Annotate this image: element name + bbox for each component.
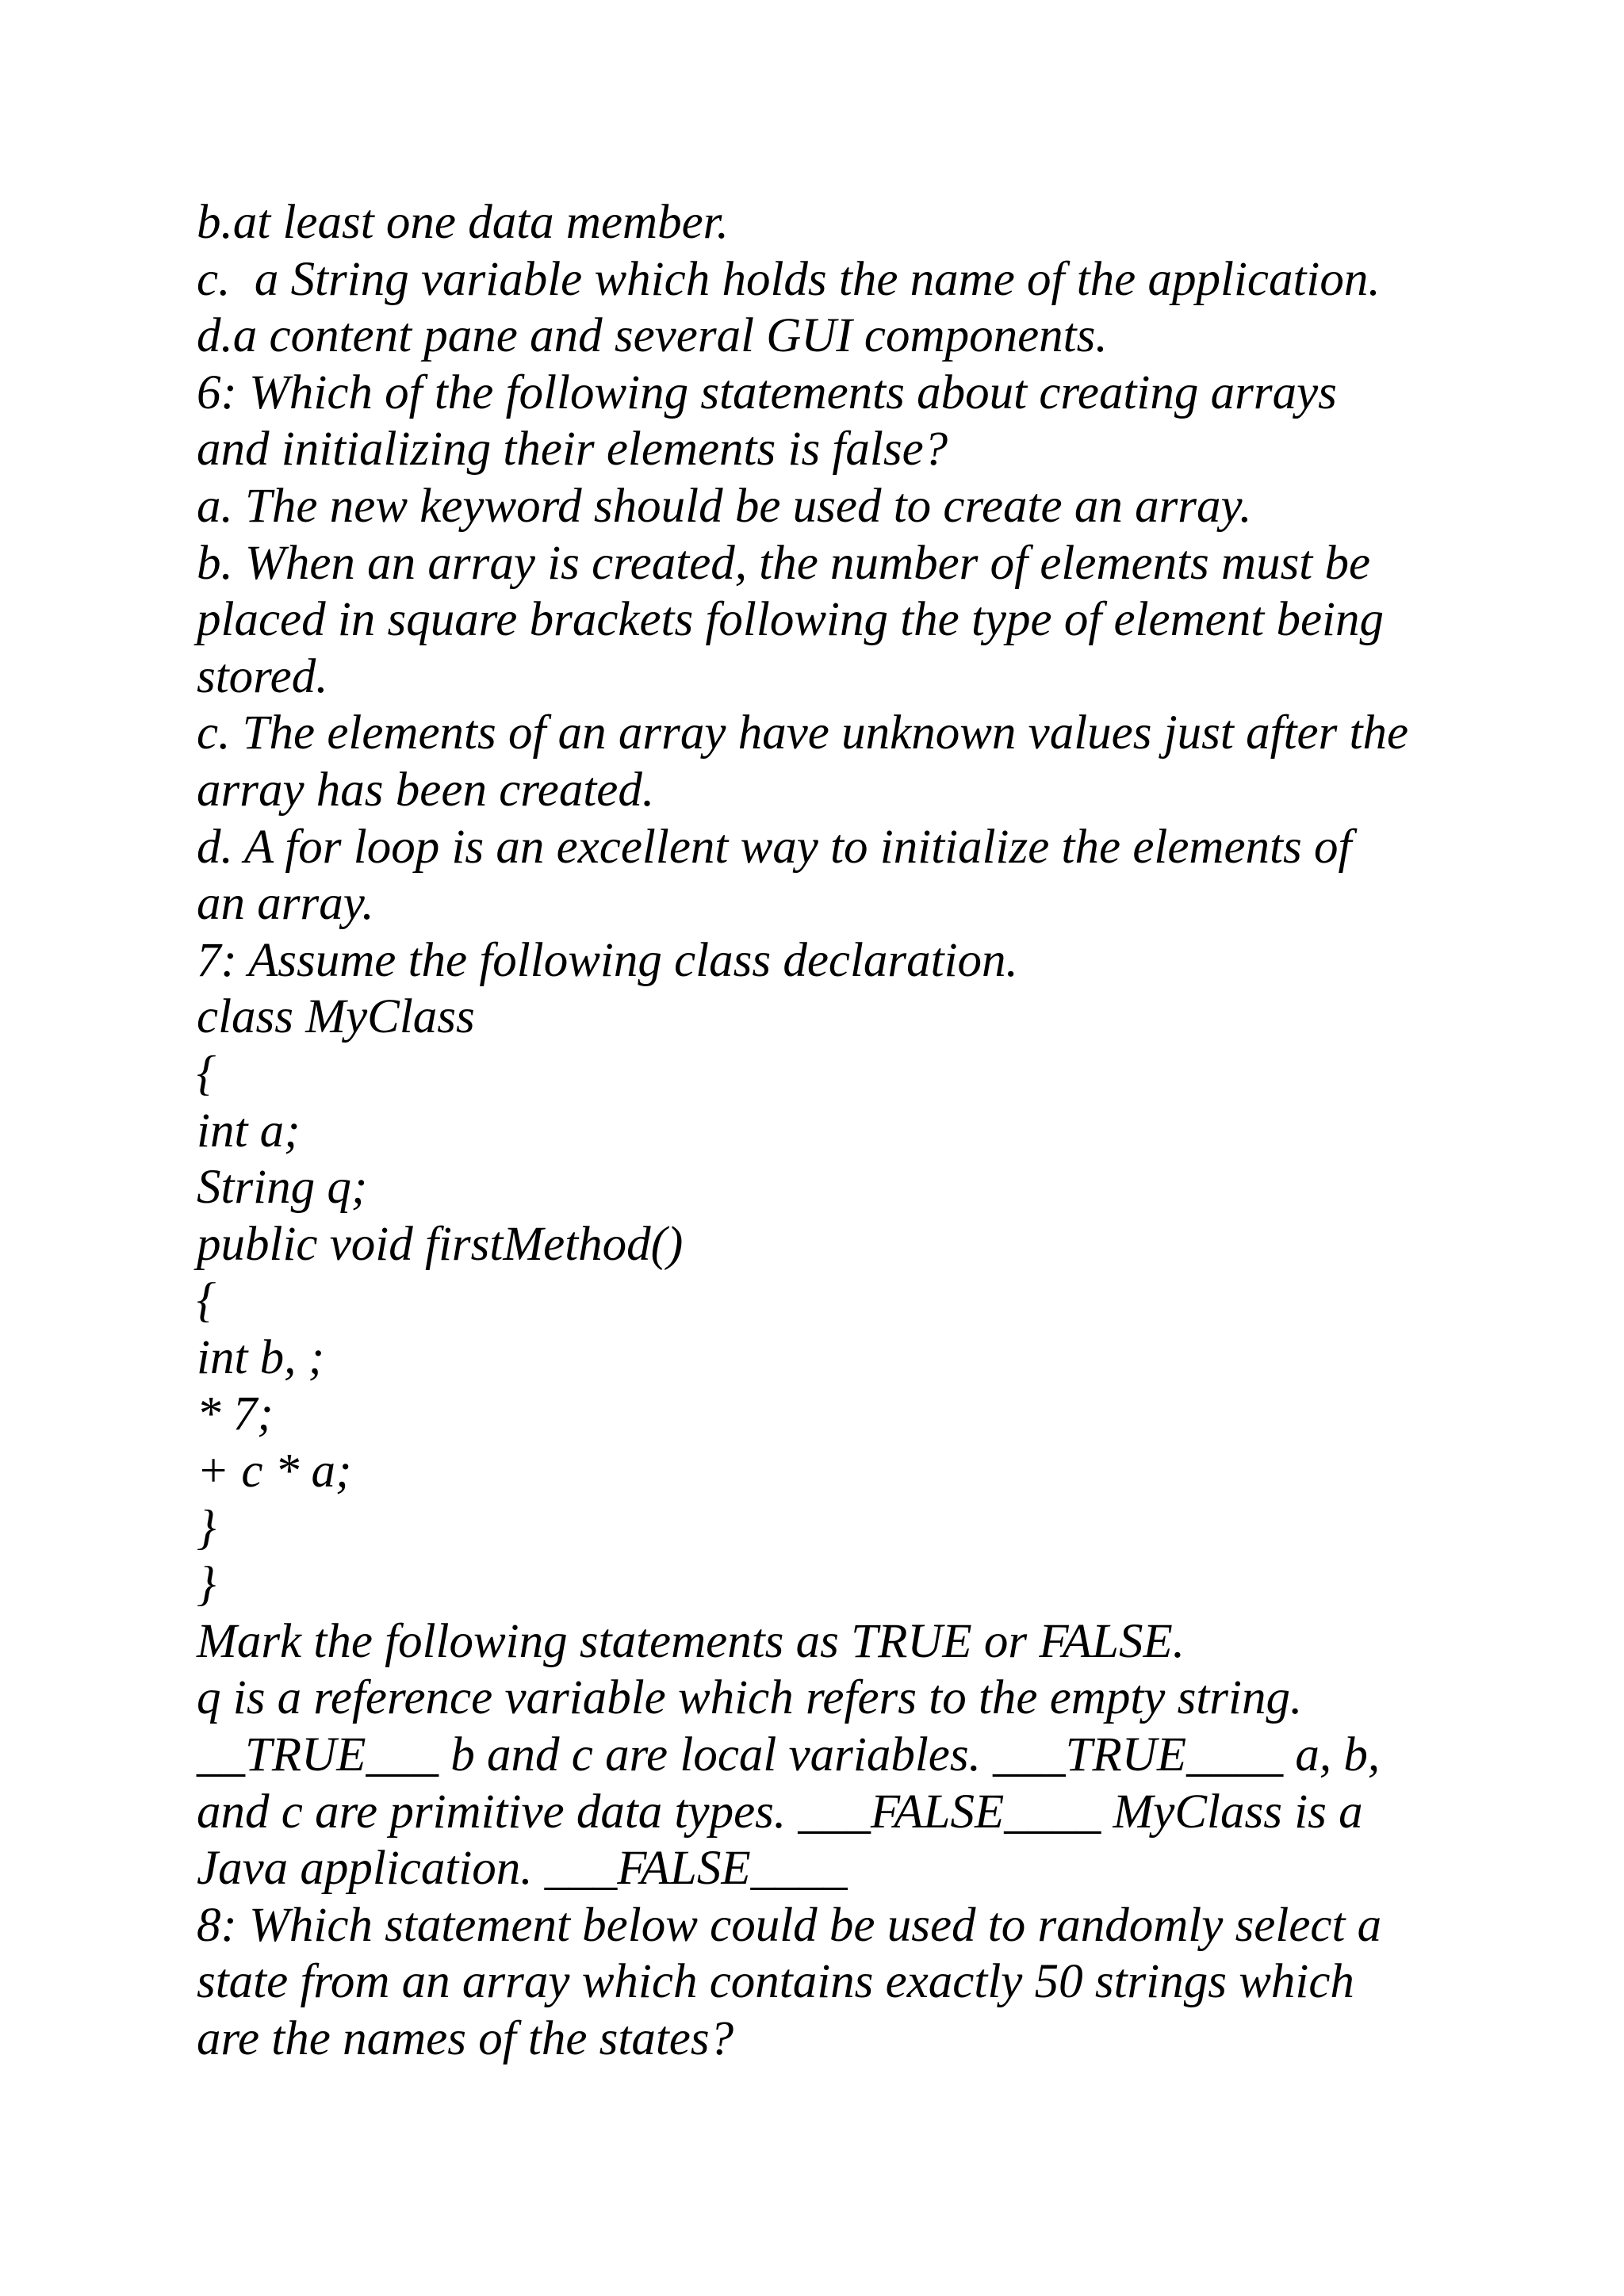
option-b-line: b. When an array is created, the number of elements must be	[197, 536, 1371, 590]
code-line: int b, ;	[197, 1330, 324, 1384]
text-line: and initializing their elements is false?	[197, 423, 948, 476]
code-line: }	[197, 1501, 216, 1555]
document-text	[197, 194, 1465, 2068]
text-line: placed in square brackets following the type of element being	[197, 593, 1384, 647]
code-line: + c * a;	[197, 1445, 352, 1498]
code-line: * 7;	[197, 1387, 274, 1441]
option-c-line: c. The elements of an array have unknown values just after the	[197, 706, 1409, 760]
answer-line: and c are primitive data types. ___FALSE____ MyClass is a	[197, 1785, 1363, 1839]
code-line: {	[197, 1274, 216, 1328]
text-line: state from an array which contains exactly 50 strings which	[197, 1955, 1354, 2009]
question-8-line: 8: Which statement below could be used to randomly select a	[197, 1898, 1382, 1952]
instruction-line: Mark the following statements as TRUE or FALSE.	[197, 1614, 1185, 1668]
question-6-line: 6: Which of the following statements about creating arrays	[197, 365, 1337, 419]
text-line: are the names of the states?	[197, 2012, 734, 2065]
text-line: q is a reference variable which refers to the empty string.	[197, 1671, 1303, 1725]
text-line: array has been created.	[197, 763, 655, 817]
text-line: c. a String variable which holds the name of the application.	[197, 252, 1381, 306]
code-line: String q;	[197, 1161, 368, 1215]
option-a-line: a. The new keyword should be used to create an array.	[197, 479, 1252, 533]
code-line: int a;	[197, 1104, 301, 1158]
answer-line: Java application. ___FALSE____	[197, 1842, 848, 1896]
code-line: {	[197, 1047, 216, 1100]
text-line: b.at least one data member.	[197, 196, 729, 249]
text-line: an array.	[197, 877, 374, 931]
option-d-line: d. A for loop is an excellent way to initialize the elements of	[197, 820, 1352, 874]
text-line: d.a content pane and several GUI components.	[197, 309, 1108, 363]
code-line: public void firstMethod()	[197, 1217, 684, 1271]
text-line: stored.	[197, 649, 328, 703]
answer-line: __TRUE___ b and c are local variables. ___TRUE____ a, b,	[197, 1728, 1381, 1782]
code-line: }	[197, 1558, 216, 1612]
code-line: class MyClass	[197, 990, 475, 1044]
question-7-line: 7: Assume the following class declaration.	[197, 933, 1018, 987]
